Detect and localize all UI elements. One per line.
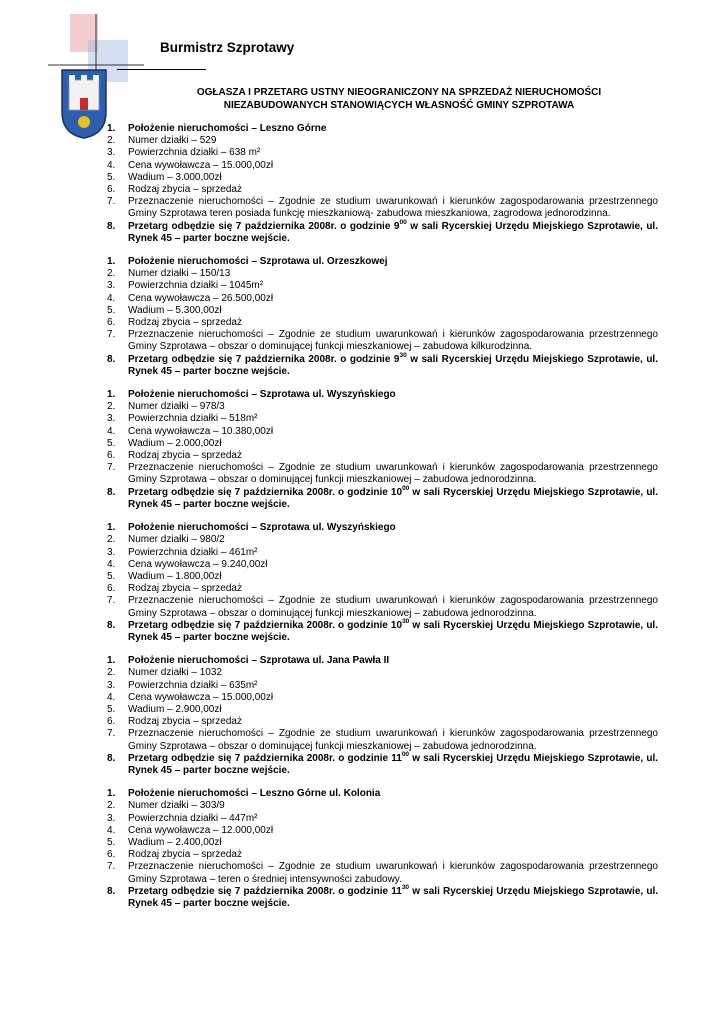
auction-text [128, 883, 658, 910]
auction-minutes: 00 [402, 484, 410, 492]
item-number: 7. [107, 595, 116, 607]
purpose-item-text: Przeznaczenie nieruchomości – Zgodnie ze studium uwarunkowań i kierunków zagospodarowania przestrzennego Gminy Szprotawa – obszar o dominującej funkcji mieszkaniowej – zabudowa jednorodzinna. [128, 462, 658, 486]
parcel-number-item [107, 667, 658, 679]
deposit-item [107, 704, 658, 716]
item-number: 3. [107, 679, 116, 691]
deposit-item [107, 837, 658, 849]
heading-line-2: NIEZABUDOWANYCH STANOWIĄCYCH WŁASNOŚĆ GMINY SZPROTAWA [223, 99, 575, 111]
auction-prefix: Przetarg odbędzie się 7 października 2008r. o godzinie 11 [128, 752, 402, 764]
item-number: 8. [107, 885, 116, 897]
item-number: 8. [107, 353, 116, 365]
purpose-item [107, 861, 658, 885]
sale-type-item-text: Rodzaj zbycia – sprzedaż [128, 716, 242, 728]
purpose-item [107, 462, 658, 486]
sale-type-item-text: Rodzaj zbycia – sprzedaż [128, 317, 242, 329]
item-number: 2. [107, 800, 116, 812]
item-number: 8. [107, 619, 116, 631]
deposit-item [107, 438, 658, 450]
item-number: 6. [107, 583, 116, 595]
property-section [107, 655, 658, 777]
location-item [107, 788, 658, 800]
item-number: 5. [107, 171, 116, 183]
parcel-number-item [107, 401, 658, 413]
starting-price-item [107, 825, 658, 837]
deposit-item-text: Wadium – 2.400,00zł [128, 836, 222, 848]
deposit-item-text: Wadium – 2.900,00zł [128, 703, 222, 715]
auction-suffix: w sali Rycerskiej Urzędu Miejskiego Szprotawie, ul. Rynek 45 – parter boczne wejście. [128, 353, 658, 377]
purpose-item-text: Przeznaczenie nieruchomości – Zgodnie ze studium uwarunkowań i kierunków zagospodarowania przestrzennego Gminy Szprotawa teren posiada funkcję mieszkaniową- zabudowa mieszkaniowa, zagrodowa jednorodzinna. [128, 196, 658, 220]
auction-prefix: Przetarg odbędzie się 7 października 2008r. o godzinie 9 [128, 220, 400, 232]
auction-suffix: w sali Rycerskiej Urzędu Miejskiego Szprotawie, ul. Rynek 45 – parter boczne wejście. [128, 752, 658, 776]
purpose-item [107, 728, 658, 752]
auction-minutes: 00 [401, 750, 410, 758]
area-item [107, 680, 658, 692]
purpose-item-text: Przeznaczenie nieruchomości – Zgodnie ze studium uwarunkowań i kierunków zagospodarowania przestrzennego Gminy Szprotawa – obszar o dominującej funkcji mieszkaniowej – zabudowa jednorodzinna. [128, 595, 658, 619]
item-number: 6. [107, 716, 116, 728]
auction-date-item [107, 617, 658, 644]
auction-date-item [107, 484, 658, 511]
sale-type-item-text: Rodzaj zbycia – sprzedaż [128, 849, 242, 861]
item-number: 8. [107, 486, 116, 498]
item-number: 6. [107, 450, 116, 462]
property-list [107, 123, 658, 921]
parcel-number-item-text: Numer działki – 980/2 [128, 534, 225, 546]
purpose-item [107, 329, 658, 353]
auction-text [128, 218, 658, 245]
purpose-item-text: Przeznaczenie nieruchomości – Zgodnie ze studium uwarunkowań i kierunków zagospodarowania przestrzennego Gminy Szprotawa – obszar o dominującej funkcji mieszkaniowej – zabudowa jednorodzinna. [128, 728, 658, 752]
location-item-text: Położenie nieruchomości – Leszno Górne ul. Kolonia [128, 788, 381, 800]
parcel-number-item-text: Numer działki – 150/13 [128, 268, 231, 280]
area-item-text: Powierzchnia działki – 638 m² [128, 147, 261, 159]
auction-minutes: 30 [402, 617, 410, 625]
location-item [107, 655, 658, 667]
auction-suffix: w sali Rycerskiej Urzędu Miejskiego Szprotawie, ul. Rynek 45 – parter boczne wejście. [128, 885, 658, 909]
item-number: 5. [107, 304, 116, 316]
location-item [107, 256, 658, 268]
sale-type-item [107, 583, 658, 595]
item-number: 7. [107, 196, 116, 208]
sale-type-item-text: Rodzaj zbycia – sprzedaż [128, 184, 242, 196]
sale-type-item-text: Rodzaj zbycia – sprzedaż [128, 583, 242, 595]
area-item-text: Powierzchnia działki – 518m² [128, 413, 258, 425]
area-item-text: Powierzchnia działki – 1045m² [128, 280, 264, 292]
item-number: 7. [107, 329, 116, 341]
item-number: 3. [107, 546, 116, 558]
purpose-item [107, 196, 658, 220]
parcel-number-item [107, 135, 658, 147]
item-number: 4. [107, 558, 116, 570]
parcel-number-item-text: Numer działki – 529 [128, 135, 217, 147]
purpose-item-text: Przeznaczenie nieruchomości – Zgodnie ze studium uwarunkowań i kierunków zagospodarowania przestrzennego Gminy Szprotawa – teren o średniej intensywności zabudowy. [128, 861, 658, 885]
location-item-text: Położenie nieruchomości – Szprotawa ul. Jana Pawła II [128, 655, 390, 667]
mayor-title: Burmistrz Szprotawy [160, 40, 295, 55]
starting-price-item [107, 293, 658, 305]
purpose-item-text: Przeznaczenie nieruchomości – Zgodnie ze studium uwarunkowań i kierunków zagospodarowania przestrzennego Gminy Szprotawa – obszar o dominującej funkcji mieszkaniowej – zabudowa kilkurodzinna. [128, 329, 658, 353]
auction-prefix: Przetarg odbędzie się 7 października 2008r. o godzinie 9 [128, 353, 400, 365]
item-number: 5. [107, 836, 116, 848]
parcel-number-item [107, 800, 658, 812]
property-section [107, 522, 658, 644]
item-number: 8. [107, 752, 116, 764]
property-section [107, 389, 658, 511]
auction-date-item [107, 883, 658, 910]
item-number: 6. [107, 849, 116, 861]
auction-prefix: Przetarg odbędzie się 7 października 2008r. o godzinie 10 [128, 486, 403, 498]
deposit-item-text: Wadium – 5.300,00zł [128, 304, 222, 316]
auction-prefix: Przetarg odbędzie się 7 października 2008r. o godzinie 11 [128, 885, 402, 897]
deposit-item [107, 571, 658, 583]
location-item-text: Położenie nieruchomości – Szprotawa ul. Wyszyńskiego [128, 522, 396, 534]
item-number: 3. [107, 413, 116, 425]
area-item [107, 280, 658, 292]
location-item [107, 123, 658, 135]
location-item-text: Położenie nieruchomości – Szprotawa ul. Wyszyńskiego [128, 389, 396, 401]
sale-type-item [107, 317, 658, 329]
property-section [107, 256, 658, 378]
sale-type-item [107, 450, 658, 462]
item-number: 5. [107, 437, 116, 449]
sale-type-item [107, 716, 658, 728]
starting-price-item [107, 426, 658, 438]
item-number: 2. [107, 401, 116, 413]
auction-text [128, 617, 658, 644]
item-number: 4. [107, 292, 116, 304]
parcel-number-item [107, 534, 658, 546]
item-number: 5. [107, 703, 116, 715]
auction-date-item [107, 218, 658, 245]
starting-price-item-text: Cena wywoławcza – 15.000,00zł [128, 691, 274, 703]
auction-suffix: w sali Rycerskiej Urzędu Miejskiego Szprotawie, ul. Rynek 45 – parter boczne wejście. [128, 486, 658, 510]
area-item [107, 813, 658, 825]
area-item [107, 413, 658, 425]
item-number: 1. [107, 389, 116, 401]
parcel-number-item-text: Numer działki – 1032 [128, 667, 222, 679]
location-item [107, 522, 658, 534]
eagle-emblem-icon [78, 116, 90, 128]
auction-minutes: 30 [401, 883, 410, 891]
item-number: 3. [107, 280, 116, 292]
auction-prefix: Przetarg odbędzie się 7 października 2008r. o godzinie 10 [128, 619, 403, 631]
item-number: 4. [107, 159, 116, 171]
item-number: 7. [107, 861, 116, 873]
item-number: 3. [107, 147, 116, 159]
item-number: 2. [107, 667, 116, 679]
item-number: 6. [107, 317, 116, 329]
starting-price-item-text: Cena wywoławcza – 9.240,00zł [128, 558, 268, 570]
item-number: 1. [107, 256, 116, 268]
deposit-item-text: Wadium – 1.800,00zł [128, 570, 222, 582]
item-number: 7. [107, 728, 116, 740]
location-item-text: Położenie nieruchomości – Leszno Górne [128, 123, 327, 134]
item-number: 2. [107, 135, 116, 147]
item-number: 4. [107, 691, 116, 703]
location-item-text: Położenie nieruchomości – Szprotawa ul. Orzeszkowej [128, 256, 388, 268]
area-item [107, 147, 658, 159]
area-item-text: Powierzchnia działki – 461m² [128, 546, 258, 558]
parcel-number-item [107, 268, 658, 280]
auction-text [128, 750, 658, 777]
auction-text [128, 484, 658, 511]
item-number: 5. [107, 570, 116, 582]
deposit-item-text: Wadium – 3.000,00zł [128, 171, 222, 183]
property-section [107, 788, 658, 910]
starting-price-item-text: Cena wywoławcza – 10.380,00zł [128, 425, 274, 437]
purpose-item [107, 595, 658, 619]
area-item-text: Powierzchnia działki – 447m² [128, 812, 258, 824]
auction-minutes: 30 [399, 351, 407, 359]
property-section [107, 123, 658, 245]
item-number: 7. [107, 462, 116, 474]
area-item [107, 547, 658, 559]
item-number: 2. [107, 268, 116, 280]
deposit-item [107, 172, 658, 184]
starting-price-item-text: Cena wywoławcza – 15.000,00zł [128, 159, 274, 171]
auction-suffix: w sali Rycerskiej Urzędu Miejskiego Szprotawie, ul. Rynek 45 – parter boczne wejście. [128, 220, 658, 244]
auction-date-item [107, 750, 658, 777]
starting-price-item-text: Cena wywoławcza – 12.000,00zł [128, 824, 274, 836]
area-item-text: Powierzchnia działki – 635m² [128, 679, 258, 691]
item-number: 1. [107, 655, 116, 667]
starting-price-item-text: Cena wywoławcza – 26.500,00zł [128, 292, 274, 304]
location-item [107, 389, 658, 401]
sale-type-item-text: Rodzaj zbycia – sprzedaż [128, 450, 242, 462]
item-number: 6. [107, 184, 116, 196]
deposit-item-text: Wadium – 2.000,00zł [128, 437, 222, 449]
item-number: 3. [107, 812, 116, 824]
parcel-number-item-text: Numer działki – 978/3 [128, 401, 225, 413]
starting-price-item [107, 559, 658, 571]
starting-price-item [107, 160, 658, 172]
item-number: 1. [107, 522, 116, 534]
deposit-item [107, 305, 658, 317]
parcel-number-item-text: Numer działki – 303/9 [128, 800, 225, 812]
item-number: 4. [107, 425, 116, 437]
item-number: 1. [107, 123, 116, 134]
auction-text [128, 351, 658, 378]
item-number: 8. [107, 220, 116, 232]
coat-of-arms-logo [48, 14, 144, 140]
item-number: 4. [107, 824, 116, 836]
auction-date-item [107, 351, 658, 378]
sale-type-item [107, 184, 658, 196]
announcement-heading [118, 87, 680, 112]
title-underline [117, 69, 206, 70]
starting-price-item [107, 692, 658, 704]
item-number: 2. [107, 534, 116, 546]
heading-line-1: OGŁASZA I PRZETARG USTNY NIEOGRANICZONY NA SPRZEDAŻ NIERUCHOMOŚCI [196, 87, 602, 98]
auction-suffix: w sali Rycerskiej Urzędu Miejskiego Szprotawie, ul. Rynek 45 – parter boczne wejście. [128, 619, 658, 643]
item-number: 1. [107, 788, 116, 800]
auction-minutes: 00 [399, 218, 407, 226]
sale-type-item [107, 849, 658, 861]
